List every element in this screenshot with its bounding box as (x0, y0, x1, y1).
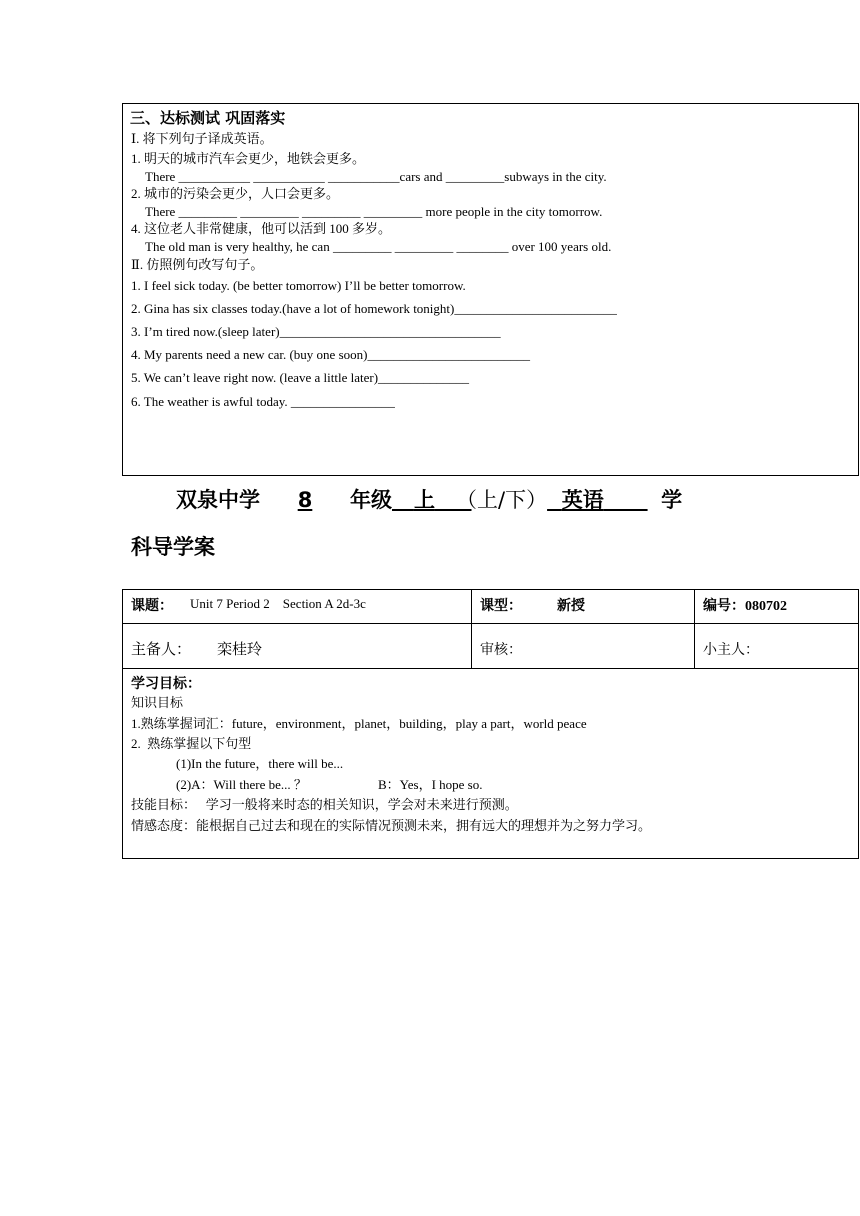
term-value (392, 484, 456, 514)
q4-chinese: 4. 这位老人非常健康，他可以活到 100 多岁。 (131, 221, 392, 236)
subject-value (547, 484, 661, 514)
reviewer-label: 审核： (480, 642, 522, 658)
knowledge-2b-b: B：Yes，I hope so. (378, 777, 483, 792)
preparer-value: 栾桂玲 (217, 640, 263, 658)
knowledge-2a: (1)In the future，there will be... (176, 756, 344, 771)
grade-label: 年级 (350, 488, 392, 512)
title-line-2: 科导学案 (131, 535, 215, 559)
preparer-label: 主备人： (131, 640, 192, 658)
rewrite-4: 4. My parents need a new car. (buy one soon)_________________________ (131, 347, 530, 362)
rewrite-6: 6. The weather is awful today. ________________ (131, 394, 395, 409)
topic-value: Unit 7 Period 2 Section A 2d-3c (190, 596, 366, 611)
q1-chinese: 1. 明天的城市汽车会更少，地铁会更多。 (131, 151, 366, 166)
knowledge-1: 1.熟练掌握词汇：future，environment，planet，building，play a part，world peace (131, 716, 587, 731)
grade-number: 8 (297, 488, 313, 512)
q4-english: The old man is very healthy, he can _________ _________ ________ over 100 years old. (145, 239, 612, 254)
type-label: 课型： (480, 598, 522, 614)
term-hint: （上/下） (456, 488, 548, 512)
table-divider (694, 589, 695, 669)
rewrite-5: 5. We can’t leave right now. (leave a little later)______________ (131, 370, 470, 385)
grade-value (260, 488, 350, 512)
school-name: 双泉中学 (176, 488, 260, 512)
rewrite-3: 3. I’m tired now.(sleep later)__________________________________ (131, 324, 501, 339)
topic-label: 课题： (131, 598, 173, 614)
test-section-heading: 三、达标测试 巩固落实 (130, 109, 286, 127)
knowledge-title: 知识目标 (131, 695, 184, 710)
number-value: 080702 (745, 599, 787, 614)
subject-text: 英语 (561, 488, 604, 512)
knowledge-2b-a: (2)A：Will there be... ？ (176, 777, 307, 792)
number-field (703, 595, 787, 615)
table-divider (122, 623, 859, 624)
skill-goal: 技能目标： 学习一般将来时态的相关知识，学会对未来进行预测。 (131, 797, 518, 812)
part1-title: Ⅰ. 将下列句子译成英语。 (131, 131, 273, 146)
table-divider (122, 668, 859, 669)
rewrite-2: 2. Gina has six classes today.(have a lot of homework tonight)_________________________ (131, 301, 617, 316)
number-label: 编号： (703, 598, 745, 614)
q1-english: There ___________ ___________ ___________cars and _________subways in the city. (145, 169, 607, 184)
term-text: 上 (413, 488, 435, 512)
q2-chinese: 2. 城市的污染会更少，人口会更多。 (131, 186, 340, 201)
title-tail: 学 (661, 488, 683, 512)
knowledge-2: 2. 熟练掌握以下句型 (131, 736, 252, 751)
rewrite-1: 1. I feel sick today. (be better tomorrow) I’ll be better tomorrow. (131, 278, 466, 293)
part2-title: Ⅱ. 仿照例句改写句子。 (131, 257, 264, 272)
title-line-1 (176, 484, 682, 514)
table-divider (471, 589, 472, 669)
type-value: 新授 (557, 598, 585, 614)
q2-english: There _________ _________ _________ _________ more people in the city tomorrow. (145, 204, 603, 219)
host-label: 小主人： (703, 642, 759, 658)
goals-heading: 学习目标： (131, 676, 201, 692)
emotion-goal: 情感态度：能根据自己过去和现在的实际情况预测未来，拥有远大的理想并为之努力学习。 (131, 818, 652, 833)
